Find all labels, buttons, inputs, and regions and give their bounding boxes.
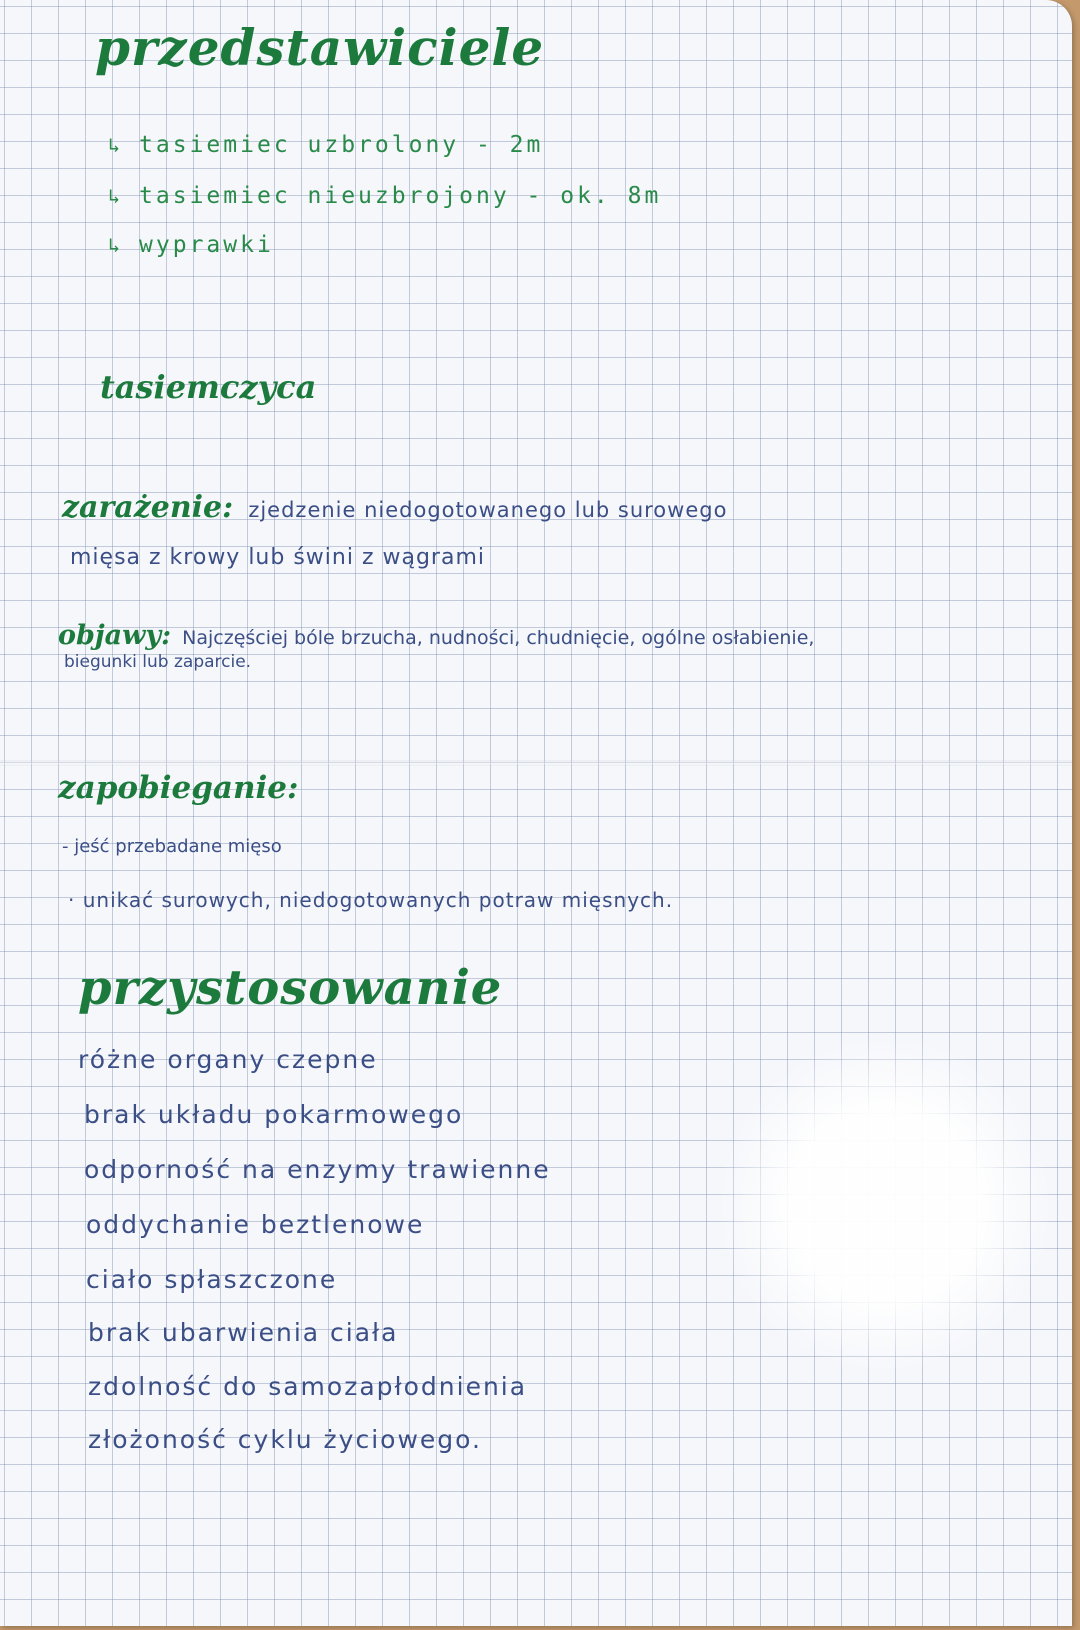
prevention-item: - jeść przebadane mięso	[62, 836, 282, 857]
list-item	[108, 232, 274, 258]
adaptation-item: odporność na enzymy trawienne	[84, 1155, 551, 1184]
adaptation-item: złożoność cyklu życiowego.	[88, 1425, 482, 1454]
disease-title: tasiemczyca	[100, 368, 317, 406]
list-item-text: tasiemiec nieuzbrojony - ok. 8m	[139, 183, 662, 209]
page-title: przedstawiciele	[95, 18, 545, 77]
adaptation-item: brak ubarwienia ciała	[88, 1318, 399, 1347]
arrow-icon: ↳	[108, 133, 124, 157]
list-item	[108, 132, 543, 158]
adaptation-item: różne organy czepne	[78, 1045, 378, 1074]
adaptation-item: ciało spłaszczone	[86, 1265, 338, 1294]
adaptation-item: brak układu pokarmowego	[84, 1100, 464, 1129]
adaptation-item: oddychanie beztlenowe	[86, 1210, 425, 1239]
symptoms-line-1	[58, 620, 814, 651]
symptoms-text-1: Najczęściej bóle brzucha, nudności, chudnięcie, ogólne osłabienie,	[182, 627, 815, 649]
infection-text-1: zjedzenie niedogotowanego lub surowego	[248, 498, 728, 522]
arrow-icon: ↳	[108, 184, 124, 208]
list-item	[108, 183, 661, 209]
correction-smudge	[720, 1040, 1050, 1370]
list-item-text: wyprawki	[139, 232, 274, 258]
infection-text-2: mięsa z krowy lub świni z wągrami	[70, 545, 486, 570]
page-fold	[0, 760, 1072, 766]
arrow-icon: ↳	[108, 233, 124, 257]
infection-label: zarażenie:	[62, 490, 234, 525]
symptoms-label: objawy:	[58, 620, 172, 651]
prevention-item: · unikać surowych, niedogotowanych potraw mięsnych.	[68, 888, 674, 912]
adaptation-title: przystosowanie	[78, 960, 503, 1016]
infection-line-1	[62, 490, 727, 525]
list-item-text: tasiemiec uzbrolony - 2m	[139, 132, 544, 158]
symptoms-text-2: biegunki lub zaparcie.	[64, 652, 252, 672]
prevention-label: zapobieganie:	[58, 770, 299, 806]
adaptation-item: zdolność do samozapłodnienia	[88, 1372, 528, 1401]
